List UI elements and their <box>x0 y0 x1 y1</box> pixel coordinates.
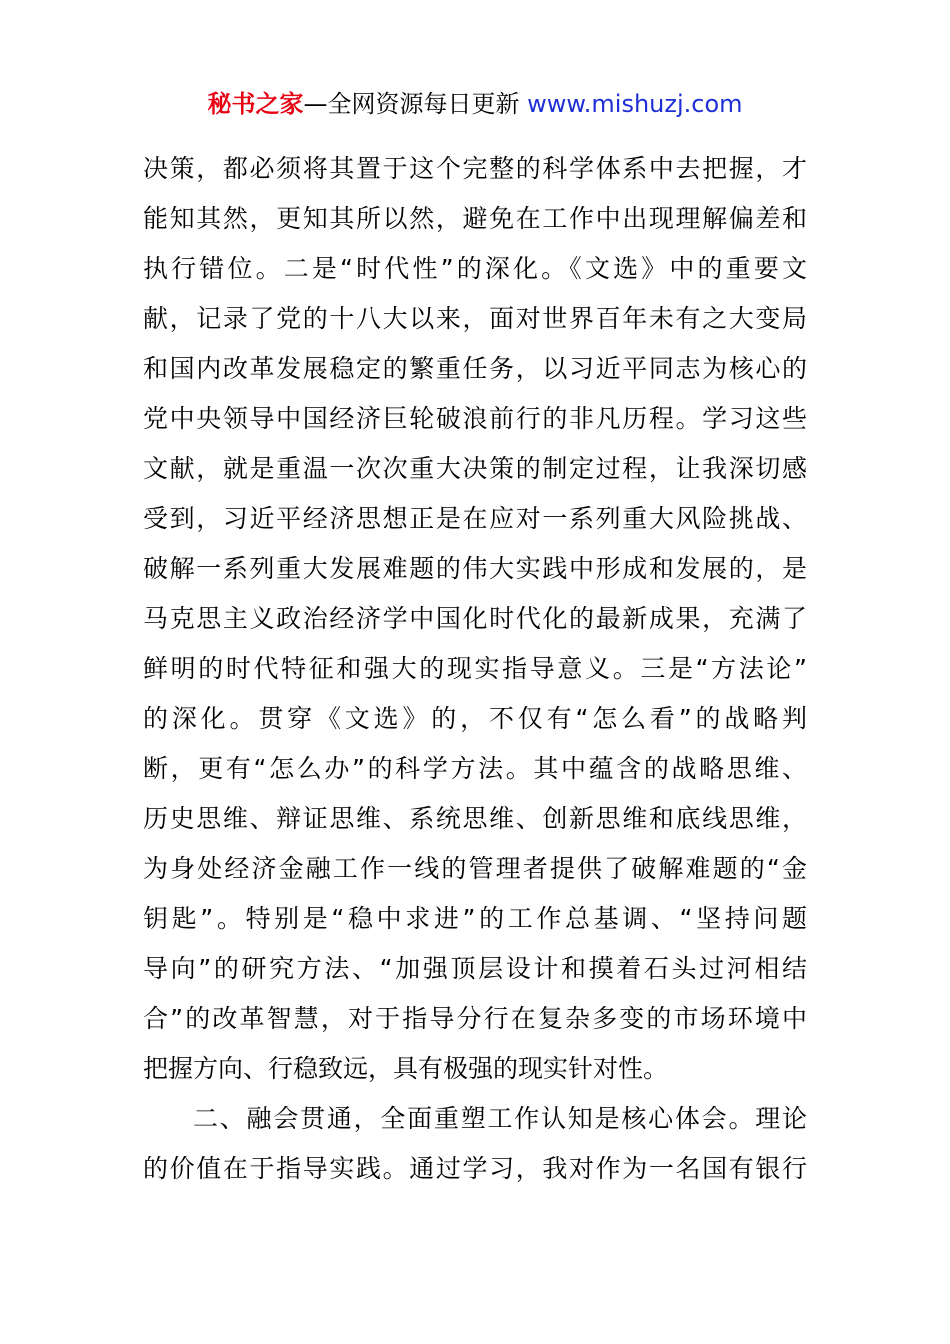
text-line: 献，记录了党的十八大以来，面对世界百年未有之大变局 <box>143 304 807 333</box>
text-line: 断，更有“怎么办”的科学方法。其中蕴含的战略思维、 <box>143 754 807 783</box>
text-line: 的价值在于指导实践。通过学习，我对作为一名国有银行 <box>143 1154 807 1183</box>
text-line: 党中央领导中国经济巨轮破浪前行的非凡历程。学习这些 <box>143 404 807 433</box>
site-tagline: —全网资源每日更新 <box>303 90 528 118</box>
text-line: 的深化。贯穿《文选》的，不仅有“怎么看”的战略判 <box>143 704 807 733</box>
text-line: 文献，就是重温一次次重大决策的制定过程，让我深切感 <box>143 454 807 483</box>
section-heading-line: 二、融会贯通，全面重塑工作认知是核心体会。理论 <box>193 1104 807 1133</box>
text-line: 破解一系列重大发展难题的伟大实践中形成和发展的，是 <box>143 554 807 583</box>
text-line: 马克思主义政治经济学中国化时代化的最新成果，充满了 <box>143 604 807 633</box>
text-line: 能知其然，更知其所以然，避免在工作中出现理解偏差和 <box>143 204 807 233</box>
paragraph-end-line: 把握方向、行稳致远，具有极强的现实针对性。 <box>143 1054 669 1083</box>
site-url-link[interactable]: www.mishuzj.com <box>527 90 743 118</box>
text-line: 历史思维、辩证思维、系统思维、创新思维和底线思维， <box>143 804 807 833</box>
text-line: 合”的改革智慧，对于指导分行在复杂多变的市场环境中 <box>143 1004 807 1033</box>
text-line: 受到，习近平经济思想正是在应对一系列重大风险挑战、 <box>143 504 807 533</box>
text-line: 钥匙”。特别是“稳中求进”的工作总基调、“坚持问题 <box>143 904 807 933</box>
text-line: 导向”的研究方法、“加强顶层设计和摸着石头过河相结 <box>143 954 807 983</box>
site-brand: 秘书之家 <box>207 90 304 118</box>
document-body <box>143 144 807 1194</box>
site-header <box>0 86 950 122</box>
text-line: 决策，都必须将其置于这个完整的科学体系中去把握，才 <box>143 154 807 183</box>
text-line: 为身处经济金融工作一线的管理者提供了破解难题的“金 <box>143 854 807 883</box>
text-line: 鲜明的时代特征和强大的现实指导意义。三是“方法论” <box>143 654 807 683</box>
text-line: 执行错位。二是“时代性”的深化。《文选》中的重要文 <box>143 254 807 283</box>
text-line: 和国内改革发展稳定的繁重任务，以习近平同志为核心的 <box>143 354 807 383</box>
